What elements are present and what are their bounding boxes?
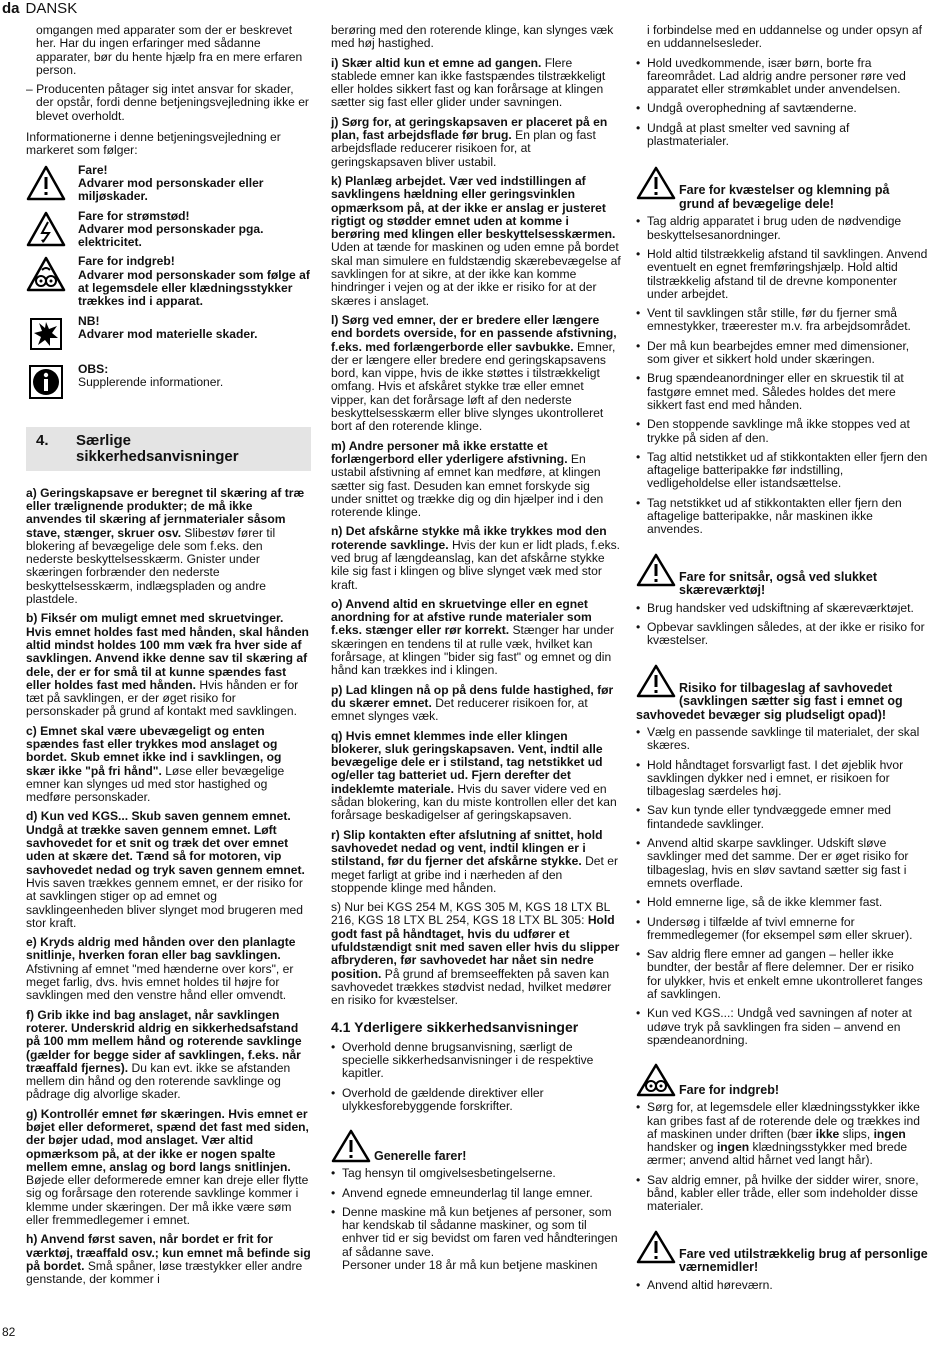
safety-item-i: i) Skær altid kun et emne ad gangen. Flere stablede emner kan ikke fastspændes tilstrækkeligt eller holdes sikkert fast og kan forårsage at klingen sætter sig fast eller glider under savningen. [331,55,606,110]
safety-item-q: q) Hvis emnet klemmes inde eller klingen blokerer, sluk geringskapsaven. Vent, indtil alle bevægelige dele er i stilstand, tag netstikket ud og/eller tag batteriet ud. Fjern derefter det indeklemte materiale. Hvis du saver videre ved en sådan blokering, kan du miste kontrollen eller det kan forårsage beskadigelser af geringskapsaven. [331,728,617,823]
safety-item-n: n) Det afskårne stykke må ikke trykkes mod den roterende savklinge. Hvis der kun er lidt plads, f.eks. ved brug af længdeanslag, kan det afskårne stykke kile sig fast i klingen og blive slynget væk med stor kraft. [331,524,621,592]
safety-item-d: d) Kun ved KGS... Skub saven gennem emnet. Undgå at trække saven gennem emnet. Løft savhovedet for et snit og træk det over emnet uden at skære det. Tænd så for motoren, vip savhovedet nedad og tryk saven gennem emnet. Hvis saven trækkes gennem emnet, er der risiko for at savklingen stiger op ad emnet og savklingeenheden bliver slynget mod brugeren med stor kraft. [26,809,305,930]
list-item: • Undersøg i tilfælde af tvivl emnerne for fremmedlegemer (for eksempel søm eller skruer). [636,916,928,943]
bullet-list [331,1041,621,1113]
list-item: • Der må kun bearbejdes emner med dimensioner, som giver et sikkert hold under skæringen. [636,340,928,367]
safety-item-s: s) Nur bei KGS 254 M, KGS 305 M, KGS 18 LTX BL 216, KGS 18 LTX BL 254, KGS 18 LTX BL 305: Hold godt fast på håndtaget, hvis du udfører et ufuldstændigt snit med saven eller hvis du slipper afbryderen, før savhovedet har nået sin nedre position. På grund af bremseeffekten på saven kan savhovedet trækkes stødvist nedad, hvilket medører en risiko for kvæstelser. [331,900,620,1008]
list-item: • Hold håndtaget forsvarligt fast. I det øjeblik hvor savklingen dykker ned i emnet, er risikoen for tilbageslag særdeles høj. [636,759,928,799]
symbol-label: Fare for indgreb! [78,254,175,269]
bullet-list [636,1101,928,1213]
list-item: • Tag aldrig apparatet i brug uden de nødvendige beskyttelsesanordninger. [636,215,928,242]
bullet-list [331,1167,621,1272]
symbol-legend-danger [26,164,311,204]
list-item: • Kun ved KGS...: Undgå ved savningen af noter at udøve tryk på savklingen fra siden – anvend en spændeanordning. [636,1007,928,1047]
list-item: • Opbevar savklingen således, at der ikke er risiko for kvæstelser. [636,621,928,648]
safety-item-c: c) Emnet skal være ubevægeligt og enten spændes fast eller trykkes mod anslaget og bordet. Skub emnet ikke ind i savklingen, og skær ikke "på fri hånd". Løse eller bevægelige emner kan slynges ud med stor hastighed og medføre personskader. [26,723,285,805]
intro-paragraph: omgangen med apparater som der er beskrevet her. Har du ingen erfaringer med sådanne apparater, bør du hente hjælp fra en mere erfaren person. [36,23,303,77]
bullet-list [636,215,928,536]
bullet-list [636,57,928,149]
symbol-description: Advarer mod materielle skader. [78,326,258,341]
page-header [2,0,77,17]
symbol-description: Advarer mod personskader som følge af at legemsdele eller klædningsstykker trækkes ind i apparat. [78,267,310,309]
list-item: • Tag hensyn til omgivelsesbetingelserne. [331,1167,621,1180]
warning-triangle-icon [636,1230,676,1264]
warning-triangle-icon [636,664,676,698]
section-heading [26,427,311,471]
safety-item-e: e) Kryds aldrig med hånden over den planlagte snitlinje, hverken foran eller bag savklingen. Afstivning af emnet "med hænderne over kors", er meget farlig, dvs. hvis emnet holdes til højre for savklingen med den venstre hånd eller omvendt. [26,935,296,1003]
warning-title: Risiko for tilbageslag af savhovedet (savklingen sætter sig fast i emnet og savhovedet bevæger sig pludseligt opad)! [636,680,903,722]
safety-item-m: m) Andre personer må ikke erstatte et forlængerbord eller yderligere afstivning. En ustabil afstivning af emnet kan medføre, at klingen sætter sig fast. Desuden kan emnet forskyde sig under snittet og trække dig og din hjælper ind i den roterende klinge. [331,438,604,520]
section-title: Særlige sikkerhedsanvisninger [76,431,239,465]
continued-paragraph: i forbindelse med en uddannelse og under opsyn af en uddannelsesleder. [647,23,922,51]
column-3 [636,24,928,1298]
warning-heading [636,1230,928,1275]
column-2 [331,24,621,1278]
symbol-legend-electric [26,210,311,250]
symbol-description: Supplerende informationer. [78,374,224,389]
list-item: • Overhold de gældende direktiver eller ulykkesforebyggende forskrifter. [331,1087,621,1114]
symbol-legend-material [26,315,311,353]
list-item: • Tag altid netstikket ud af stikkontakten eller fjern den aftagelige batteripakke før indstilling, vedligeholdelse eller istandsættelse. [636,451,928,491]
warning-title: Generelle farer! [374,1148,467,1163]
symbol-description: Advarer mod personskader pga. elektricitet. [78,221,264,250]
symbol-label: Fare! [78,162,108,177]
safety-item-b: b) Fiksér om muligt emnet med skruetvinger. Hvis emnet holdes fast med hånden, skal hånden altid mindst holdes 100 mm væk fra hver side af savklingen. Anvend ikke denne sav til skæring af dele, der er for små til at kunne spændes fast eller holdes fast med hånden. Hvis hånden er for tæt på savklingen, er der øget risiko for personskader på grund af kontakt med savklingen. [26,611,309,719]
list-item: • Anvend altid høreværn. [636,1279,928,1292]
safety-item-o: o) Anvend altid en skruetvinge eller en egnet anordning for at afstive runde materialer som f.eks. stænger eller rør korrekt. Stænger har under skæringen en tendens til at rulle væk, hvilket kan forårsage, at klingen "bider sig fast" og emnet og din hånd kan trækkes ind i klingen. [331,596,615,678]
warning-heading [636,1063,928,1097]
safety-item-a: a) Geringskapsave er beregnet til skæring af træ eller trælignende produkter; de må ikke anvendes til skæring af jernmaterialer såsom stave, stænger, skruer osv. Slibestøv fører til blokering af bevægelige dele som f.eks. den nederste beskyttelsesskærm. Gnister under skæringen forbrænder den nederste beskyttelsesskærm, indlægspladen og andre plastdele. [26,485,305,607]
bullet-list [636,1279,928,1292]
intro-paragraph: Informationerne i denne betjeningsvejledning er markeret som følger: [26,130,281,158]
entanglement-hazard-icon [26,255,66,293]
list-item: • Sav aldrig emner, på hvilke der sidder wirer, snore, bånd, kabler eller tråde, eller som indeholder disse materialer. [636,1174,928,1214]
warning-title: Fare for kvæstelser og klemning på grund af bevægelige dele! [679,183,890,211]
list-item: • Vent til savklingen står stille, før du fjerner små emnestykker, træerester m.v. fra arbejdsområdet. [636,307,928,334]
safety-item-r: r) Slip kontakten efter afslutning af snittet, hold savhovedet nedad og vent, indtil klingen er i stilstand, før du fjerner det afskårne stykke. Det er meget farligt at gribe ind i nærheden af den stoppende klinge med hånden. [331,827,618,895]
page-number: 82 [2,1325,16,1339]
warning-title: Fare ved utilstrækkelig brug af personlige værnemidler! [679,1246,928,1275]
list-item: • Hold uvedkommende, især børn, borte fra fareområdet. Lad aldrig andre personer røre ved apparatet eller strømkablet under anvendelsen. [636,57,928,97]
list-item: • Denne maskine må kun betjenes af personer, som har kendskab til sådanne maskiner, og som til enhver tid er sig bevidst om faren ved håndteringen af sådanne save. Personer under 18 år må kun betjene maskinen [331,1206,621,1272]
electric-shock-icon [26,210,66,248]
warning-triangle-icon [331,1129,371,1163]
entanglement-hazard-icon [636,1063,676,1097]
list-item: • Overhold denne brugsanvisning, særligt de specielle sikkerhedsanvisninger i de respektive kapitler. [331,1041,621,1081]
list-item: • Sav kun tynde eller tyndvæggede emner med fintandede savklinger. [636,804,928,831]
warning-triangle-icon [636,166,676,200]
symbol-label: NB! [78,313,100,328]
language-code: da [2,0,20,17]
material-damage-icon [26,315,66,353]
warning-title: Fare for indgreb! [679,1082,780,1097]
warning-heading [331,1129,621,1163]
list-item: • Den stoppende savklinge må ikke stoppes ved at trykke på siden af den. [636,418,928,445]
list-item: • Brug spændeanordninger eller en skruestik til at fastgøre emnet med. Således holdes det mere sikkert fast end med hånden. [636,372,928,412]
language-name: DANSK [25,0,78,17]
symbol-description: Advarer mod personskader eller miljøskader. [78,175,264,204]
list-item: • Brug handsker ved udskiftning af skæreværktøjet. [636,602,928,615]
safety-item-f: f) Grib ikke ind bag anslaget, når savklingen roterer. Underskrid aldrig en sikkerhedsafstand på 100 mm mellem hånd og roterende savklinge (gælder for begge sider af savklingen, f.eks. når træaffald fjernes). Du kan evt. ikke se afstanden mellem din hånd og den roterende savklinge og pådrage dig alvorlige skader. [26,1007,302,1102]
safety-item-j: j) Sørg for, at geringskapsaven er placeret på en plan, fast arbejdsflade før brug. En plan og fast arbejdsflade reducerer risikoen for, at geringskapsaven bliver ustabil. [331,114,608,169]
list-item: • Undgå at plast smelter ved savning af plastmaterialer. [636,122,928,149]
bullet-list [636,726,928,1047]
list-item: • Hold altid tilstrækkelig afstand til savklingen. Anvend eventuelt en egnet fremføringshjælp. Hold altid tilstrækkelig afstand til de drevne komponenter under arbejdet. [636,248,928,301]
list-item: • Tag netstikket ud af stikkontakten eller fjern den aftagelige batteripakke, når maskinen ikke anvendes. [636,497,928,537]
warning-heading [636,664,928,723]
safety-item-l: l) Sørg ved emner, der er bredere eller længere end bordets overside, for en passende afstivning, f.eks. med forlængerborde eller savbukke. Emner, der er længere eller bredere end geringskapsavens bord, kan vippe, hvis de ikke støttes i tilstrækkeligt omfang. Hvis et afskåret stykke træ eller emnet vipper, kan det forårsage løft af den nederste beskyttelsesskærm eller blive slynges ukontrolleret bort af den roterende klinge. [331,312,617,434]
safety-item-p: p) Lad klingen nå op på dens fulde hastighed, før du skærer emnet. Det reducerer risikoen for, at emnet slynges væk. [331,682,614,724]
safety-item-h-cont: berøring med den roterende klinge, kan slynges væk med høj hastighed. [331,23,614,51]
safety-item-g: g) Kontrollér emnet før skæringen. Hvis emnet er bøjet eller deformeret, spænd det fast med siden, der bøjer udad, mod anslaget. Vær altid opmærksom på, at der ikke er nogen spalte mellem emne, anslag og bord langs snitlinjen. Bøjede eller deformerede emner kan dreje eller flytte sig og forårsage den roterende savklinge kommer i klemme under skæringen. Der må ikke være søm eller fremmedlegemer i emnet. [26,1106,309,1228]
warning-heading [636,166,928,211]
list-item: • Undgå overophedning af savtænderne. [636,102,928,115]
warning-heading [636,553,928,598]
list-item: • Vælg en passende savklinge til materialet, der skal skæres. [636,726,928,753]
list-item: • Sav aldrig flere emner ad gangen – heller ikke bundter, der består af flere delemner. Der er risiko for ulykker, hvis et enkelt emne ukontrolleret fanges af savklingen. [636,948,928,1001]
warning-triangle-icon [636,553,676,587]
list-item: • Anvend egnede emneunderlag til lange emner. [331,1187,621,1200]
intro-dash-item: – Producenten påtager sig intet ansvar for skader, der opstår, fordi denne betjeningsvejledning ikke er blevet overholdt. [26,82,309,123]
symbol-label: OBS: [78,361,109,376]
subsection-title: 4.1 Yderligere sikkerhedsanvisninger [331,1019,579,1036]
list-item: • Hold emnerne lige, så de ikke klemmer fast. [636,896,928,909]
section-number: 4. [36,431,49,449]
symbol-legend-entanglement [26,255,311,308]
symbol-legend-info [26,363,311,401]
info-icon [26,363,66,401]
safety-item-h: h) Anvend først saven, når bordet er frit for værktøj, træaffald osv.; kun emnet må befinde sig på bordet. Små spåner, løse træstykker eller andre genstande, der kommer i [26,1232,311,1287]
safety-item-k: k) Planlæg arbejdet. Vær ved indstillingen af savklingens hældning eller geringsvinklen opmærksom på, at der ikke er anslag er justeret rigtigt og stødder emnet uden at komme i berøring med klingen eller beskyttelsesskærmen. Uden at tænde for maskinen og uden emne på bordet skal man simulere en fuldstændig skærebevægelse af savklingen for at sikre, at der ikke kan komme hindringer i vejen og at der ikke er risiko for at der skæres i anslaget. [331,173,621,308]
symbol-label: Fare for strømstød! [78,208,190,223]
bullet-list [636,602,928,648]
list-item: • Anvend altid skarpe savklinger. Udskift sløve savklinger med det samme. Der er øget risiko for tilbageslag, hvis en sløv savtand sætter sig fast i emnets overflade. [636,837,928,890]
list-item: • Sørg for, at legemsdele eller klædningsstykker ikke kan gribes fast af de roterende dele og trækkes ind af maskinen under driften (bær ikke slips, ingen handsker og ingen klædningsstykker med brede ærmer; anvend altid hårnet ved langt hår). [636,1101,928,1167]
warning-triangle-icon [26,164,66,202]
column-1 [26,24,311,1293]
warning-title: Fare for snitsår, også ved slukket skæreværktøj! [679,569,877,598]
